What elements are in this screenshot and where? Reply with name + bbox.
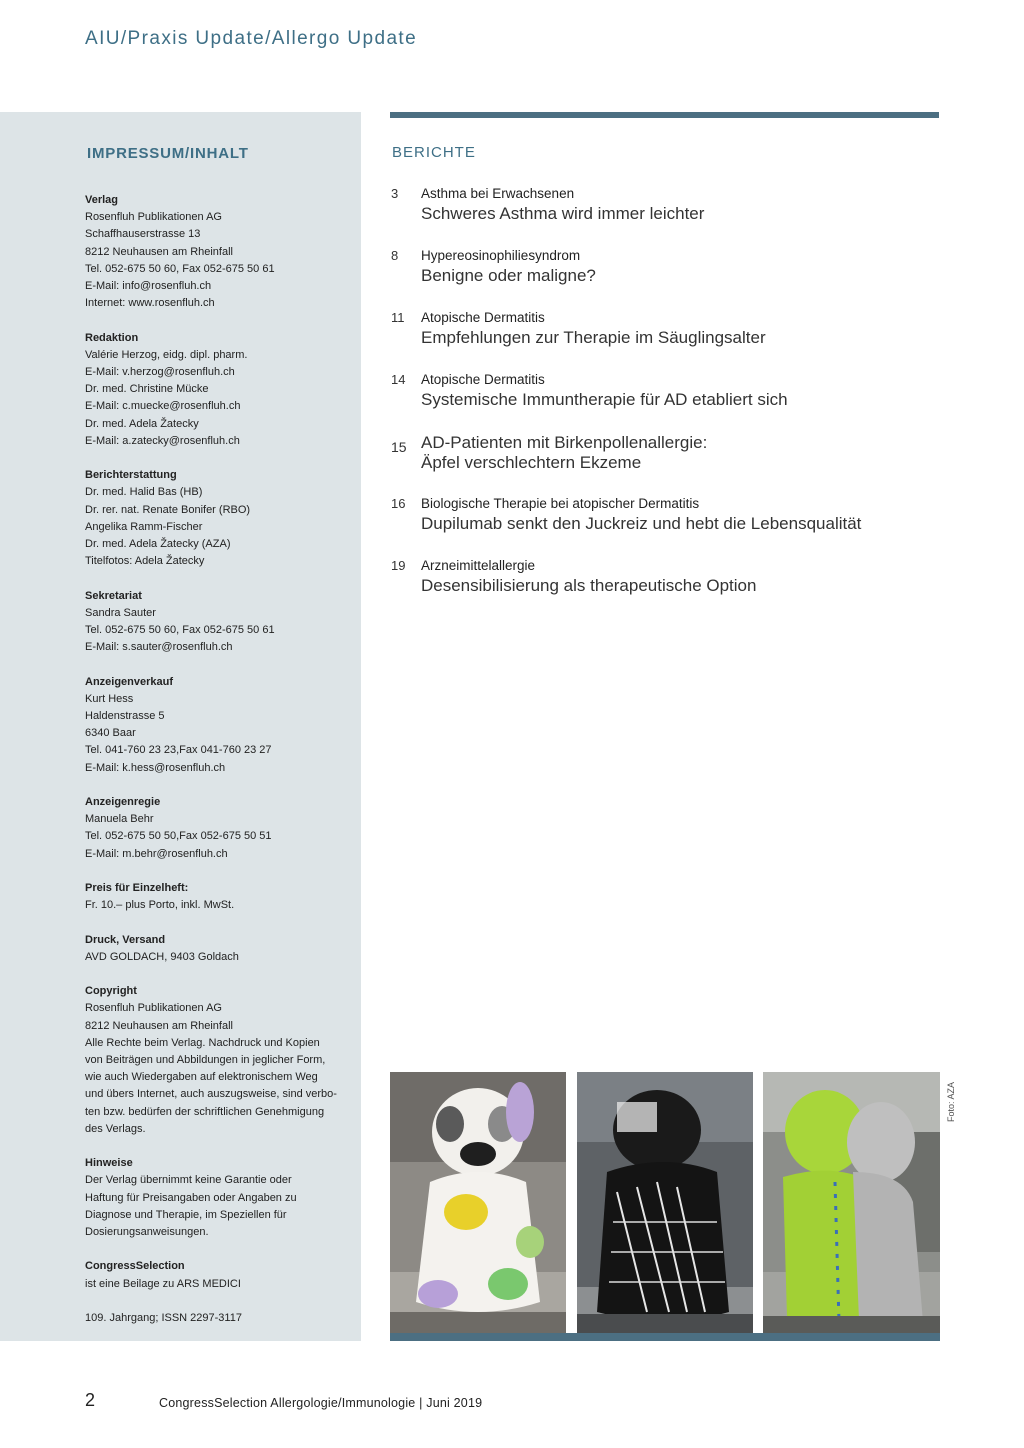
toc-title: Schweres Asthma wird immer leichter <box>421 204 705 223</box>
toc-kicker: AD-Patienten mit Birkenpollenallergie: <box>421 433 708 452</box>
toc-entry[interactable] <box>391 433 951 495</box>
impressum-line: Kurt Hess <box>85 692 134 705</box>
photo-credit: Foto: AZA <box>946 1081 956 1122</box>
impressum-line: E-Mail: s.sauter@rosenfluh.ch <box>85 641 233 654</box>
impressum-line: E-Mail: info@rosenfluh.ch <box>85 280 212 293</box>
toc-page-number: 14 <box>391 372 406 387</box>
toc-title: Empfehlungen zur Therapie im Säuglingsalter <box>421 328 766 347</box>
impressum-line: Internet: www.rosenfluh.ch <box>85 297 215 310</box>
toc-title: Dupilumab senkt den Juckreiz und hebt die Lebensqualität <box>421 514 862 533</box>
impressum-line: Diagnose und Therapie, im Speziellen für <box>85 1208 287 1221</box>
impressum-line: 8212 Neuhausen am Rheinfall <box>85 1019 233 1032</box>
toc-kicker: Atopische Dermatitis <box>421 372 545 387</box>
toc-kicker: Atopische Dermatitis <box>421 310 545 325</box>
toc-entry[interactable] <box>391 495 951 557</box>
impressum-section <box>85 467 353 570</box>
table-of-contents <box>391 185 951 619</box>
impressum-section-label: Anzeigenverkauf <box>85 675 174 688</box>
dog-sculpture-photo-1 <box>390 1072 566 1333</box>
impressum-line: Manuela Behr <box>85 813 154 826</box>
impressum-line: und übers Internet, auch auszugsweise, sind verbo- <box>85 1088 337 1101</box>
photo-strip-divider <box>390 1333 940 1341</box>
impressum-section-label: Anzeigenregie <box>85 796 161 809</box>
running-header: AIU/Praxis Update/Allergo Update <box>85 28 418 49</box>
impressum-line: 6340 Baar <box>85 727 136 740</box>
impressum-section-label: Preis für Einzelheft: <box>85 882 189 895</box>
impressum-line: Tel. 052-675 50 60, Fax 052-675 50 61 <box>85 262 275 275</box>
impressum-line: wie auch Wiedergaben auf elektronischem Weg <box>85 1071 318 1084</box>
toc-kicker: Asthma bei Erwachsenen <box>421 186 575 201</box>
impressum-line: Tel. 052-675 50 50,Fax 052-675 50 51 <box>85 830 272 843</box>
impressum-line: 8212 Neuhausen am Rheinfall <box>85 245 233 258</box>
impressum-line: E-Mail: c.muecke@rosenfluh.ch <box>85 400 241 413</box>
sidebar-heading: IMPRESSUM/INHALT <box>87 145 249 162</box>
impressum-section <box>85 983 353 1138</box>
impressum-line: Rosenfluh Publikationen AG <box>85 211 222 224</box>
impressum-line: Rosenfluh Publikationen AG <box>85 1002 222 1015</box>
impressum-section <box>85 932 353 966</box>
toc-title: Benigne oder maligne? <box>421 266 596 285</box>
impressum-line: E-Mail: m.behr@rosenfluh.ch <box>85 847 228 860</box>
impressum-line: Tel. 041-760 23 23,Fax 041-760 23 27 <box>85 744 272 757</box>
impressum-line: E-Mail: v.herzog@rosenfluh.ch <box>85 366 235 379</box>
impressum-line: E-Mail: k.hess@rosenfluh.ch <box>85 761 226 774</box>
toc-entry[interactable] <box>391 247 951 309</box>
dog-sculpture-photo-2 <box>577 1072 753 1333</box>
toc-page-number: 15 <box>391 439 407 455</box>
impressum-line: ten bzw. bedürfen der schriftlichen Genehmigung <box>85 1105 325 1118</box>
impressum-line: AVD GOLDACH, 9403 Goldach <box>85 950 239 963</box>
page-number: 2 <box>85 1390 96 1410</box>
impressum-line: E-Mail: a.zatecky@rosenfluh.ch <box>85 434 240 447</box>
impressum-line: des Verlags. <box>85 1122 146 1135</box>
toc-title: Äpfel verschlechtern Ekzeme <box>421 453 642 472</box>
impressum-section-label: Hinweise <box>85 1157 133 1170</box>
impressum-line: von Beiträgen und Abbildungen in jeglicher Form, <box>85 1054 326 1067</box>
impressum-section-label: Sekretariat <box>85 589 142 602</box>
impressum-section <box>85 880 353 914</box>
impressum-section <box>85 674 353 777</box>
toc-entry[interactable] <box>391 309 951 371</box>
impressum-section <box>85 1258 353 1292</box>
impressum-line: Dr. med. Halid Bas (HB) <box>85 486 203 499</box>
impressum-section <box>85 588 353 657</box>
toc-title: Desensibilisierung als therapeutische Option <box>421 576 757 595</box>
impressum-line: ist eine Beilage zu ARS MEDICI <box>85 1277 241 1290</box>
impressum-line: Der Verlag übernimmt keine Garantie oder <box>85 1174 292 1187</box>
impressum-section-label: Copyright <box>85 985 137 998</box>
dog-sculpture-photo-3 <box>763 1072 940 1333</box>
footer-publication: CongressSelection Allergologie/Immunologie | Juni 2019 <box>159 1396 483 1410</box>
toc-page-number: 3 <box>391 186 399 201</box>
toc-kicker: Arzneimittelallergie <box>421 558 536 573</box>
impressum-section <box>85 192 353 312</box>
impressum-section <box>85 794 353 863</box>
toc-page-number: 8 <box>391 248 399 263</box>
impressum-line: Schaffhauserstrasse 13 <box>85 228 201 241</box>
section-heading: BERICHTE <box>392 144 476 161</box>
toc-kicker: Hypereosinophiliesyndrom <box>421 248 581 263</box>
impressum-line: Dr. rer. nat. Renate Bonifer (RBO) <box>85 503 251 516</box>
impressum-section-label: Berichterstattung <box>85 469 177 482</box>
impressum-section <box>85 1155 353 1241</box>
impressum-line: Alle Rechte beim Verlag. Nachdruck und Kopien <box>85 1036 320 1049</box>
impressum-line: Dosierungsanweisungen. <box>85 1226 209 1239</box>
impressum-section-label: Redaktion <box>85 331 139 344</box>
impressum-line: Sandra Sauter <box>85 606 156 619</box>
toc-page-number: 19 <box>391 558 406 573</box>
impressum-line: Dr. med. Adela Žatecky (AZA) <box>85 538 231 551</box>
toc-entry[interactable] <box>391 557 951 619</box>
impressum-content <box>85 192 353 1344</box>
impressum-line: Dr. med. Adela Žatecky <box>85 417 199 430</box>
impressum-line: Dr. med. Christine Mücke <box>85 383 209 396</box>
impressum-line: Fr. 10.– plus Porto, inkl. MwSt. <box>85 899 235 912</box>
impressum-section-label: CongressSelection <box>85 1260 185 1273</box>
impressum-line: Valérie Herzog, eidg. dipl. pharm. <box>85 348 248 361</box>
impressum-section-label: Druck, Versand <box>85 933 166 946</box>
toc-kicker: Biologische Therapie bei atopischer Dermatitis <box>421 496 700 511</box>
impressum-line: Haldenstrasse 5 <box>85 710 165 723</box>
impressum-line: Titelfotos: Adela Žatecky <box>85 555 205 568</box>
impressum-line: Haftung für Preisangaben oder Angaben zu <box>85 1191 297 1204</box>
impressum-line: 109. Jahrgang; ISSN 2297-3117 <box>85 1312 242 1325</box>
toc-entry[interactable] <box>391 371 951 433</box>
impressum-line: Angelika Ramm-Fischer <box>85 520 203 533</box>
top-divider <box>390 112 939 118</box>
impressum-section-label: Verlag <box>85 194 119 206</box>
toc-title: Systemische Immuntherapie für AD etabliert sich <box>421 390 788 409</box>
toc-page-number: 11 <box>391 310 405 325</box>
cover-photo-strip <box>390 1072 940 1342</box>
impressum-line: Tel. 052-675 50 60, Fax 052-675 50 61 <box>85 624 275 637</box>
toc-page-number: 16 <box>391 496 406 511</box>
toc-entry[interactable] <box>391 185 951 247</box>
impressum-section <box>85 1310 353 1327</box>
impressum-section <box>85 330 353 450</box>
